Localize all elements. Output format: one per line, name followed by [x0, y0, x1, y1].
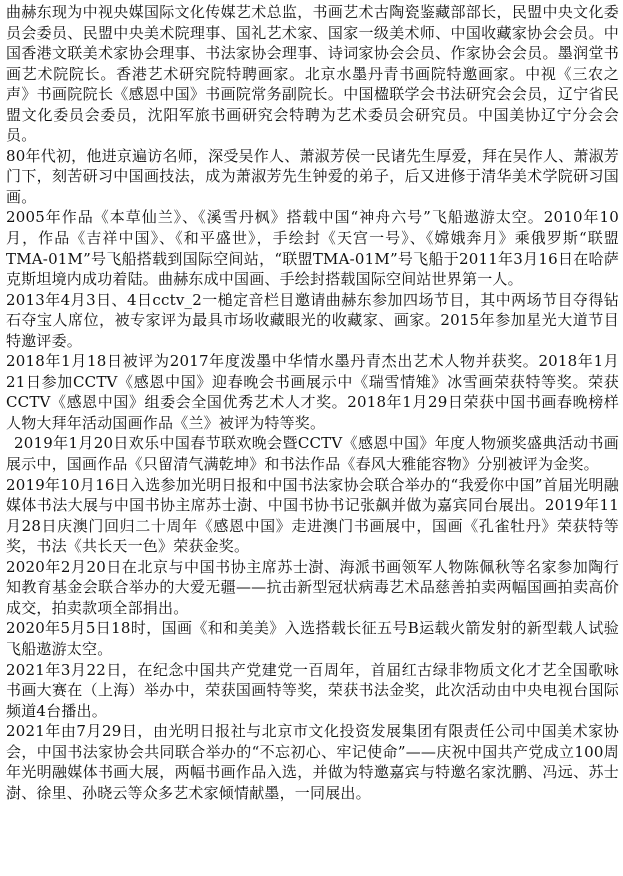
- paragraph-exhibition-2021: 2021年由7月29日，由光明日报社与北京市文化投资发展集团有限责任公司中国美术家协会，中国书法家协会共同联合举办的“不忘初心、牢记使命”——庆祝中国共产党成立100周年光明融媒体书画大展，两幅书画作品入选，并做为特邀嘉宾与特邀名家沈鹏、冯远、苏士澍、徐里、孙晓云等众多艺术家倾情献墨，一同展出。: [6, 722, 619, 802]
- paragraph-awards-2018: 2018年1月18日被评为2017年度泼墨中华情水墨丹青杰出艺术人物并获奖。2018年1月21日参加CCTV《感恩中国》迎春晚会书画展示中《瑞雪情雉》冰雪画荣获特等奖。荣获CCTV《感恩中国》组委会全国优秀艺术人才奖。2018年1月29日荣获中国书画春晚榜样人物大拜年活动国画作品《兰》被评为特等奖。: [6, 352, 619, 432]
- paragraph-awards-2019-jan: 2019年1月20日欢乐中国春节联欢晚会暨CCTV《感恩中国》年度人物颁奖盛典活动书画展示中，国画作品《只留清气满乾坤》和书法作品《春风大雅能容物》分别被评为金奖。: [6, 434, 619, 474]
- paragraph-competition-2021: 2021年3月22日，在纪念中国共产党建党一百周年，首届红古绿非物质文化才艺全国歌咏书画大赛在（上海）举办中，荣获国画特等奖，荣获书法金奖，此次活动由中央电视台国际频道4台播出。: [6, 660, 619, 720]
- paragraph-spaceflight-2020: 2020年5月5日18时，国画《和和美美》入选搭载长征五号B运载火箭发射的新型载人试验飞船遨游太空。: [6, 619, 619, 658]
- paragraph-positions: 曲赫东现为中视央媒国际文化传媒艺术总监，书画艺术古陶瓷鉴藏部部长，民盟中央文化委员会委员、民盟中央美术院理事、国礼艺术家、国家一级美术师、中国收藏家协会会员。中国香港文联美术家协会理事、书法家协会理事、诗词家协会会员、作家协会会员。墨润堂书画艺术院院长。香港艺术研究院特聘画家。北京水墨丹青书画院特邀画家。中视《三农之声》书画院院长《感恩中国》书画院常务副院长。中国楹联学会书法研究会会员，辽宁省民盟文化委员会委员，沈阳军旅书画研究会特聘为艺术委员会研究员。中国美协辽宁分会会员。: [6, 3, 619, 145]
- paragraph-charity-2020: 2020年2月20日在北京与中国书协主席苏士澍、海派书画领军人物陈佩秋等名家参加陶行知教育基金会联合举办的大爱无疆——抗击新型冠状病毒艺术品慈善拍卖两幅国画拍卖高价成交，拍卖款项全部捐出。: [6, 557, 619, 617]
- paragraph-early-study: 80年代初，他进京遍访名师，深受吴作人、萧淑芳侯一民诸先生厚爱，拜在吴作人、萧淑芳门下，刻苦研习中国画技法，成为萧淑芳先生钟爱的弟子，后又进修于清华美术学院研习国画。: [6, 146, 619, 206]
- paragraph-cctv-2013: 2013年4月3日、4日cctv_2一槌定音栏目邀请曲赫东参加四场节目，其中两场节目夺得钻石夺宝人席位，被专家评为最具市场收藏眼光的收藏家、画家。2015年参加星光大道节目特邀评委。: [6, 290, 619, 350]
- paragraph-space-works: 2005年作品《本草仙兰》、《溪雪丹枫》搭载中国“神舟六号”飞船遨游太空。2010年10月，作品《吉祥中国》、《和平盛世》，手绘封《天宫一号》、《嫦娥奔月》乘俄罗斯“联盟TMA-01M”号飞船搭载到国际空间站，“联盟TMA-01M”号飞船于2011年3月16日在哈萨克斯坦境内成功着陆。曲赫东成中国画、手绘封搭载国际空间站世界第一人。: [6, 208, 619, 289]
- paragraph-exhibition-2019: 2019年10月16日入选参加光明日报和中国书法家协会联合举办的“我爱你中国”首届光明融媒体书法大展与中国书协主席苏士澍、中国书协书记张飙并做为嘉宾同台展出。2019年11月28日庆澳门回归二十周年《感恩中国》走进澳门书画展中，国画《孔雀牡丹》荣获特等奖，书法《共长天一色》荣获金奖。: [6, 475, 619, 556]
